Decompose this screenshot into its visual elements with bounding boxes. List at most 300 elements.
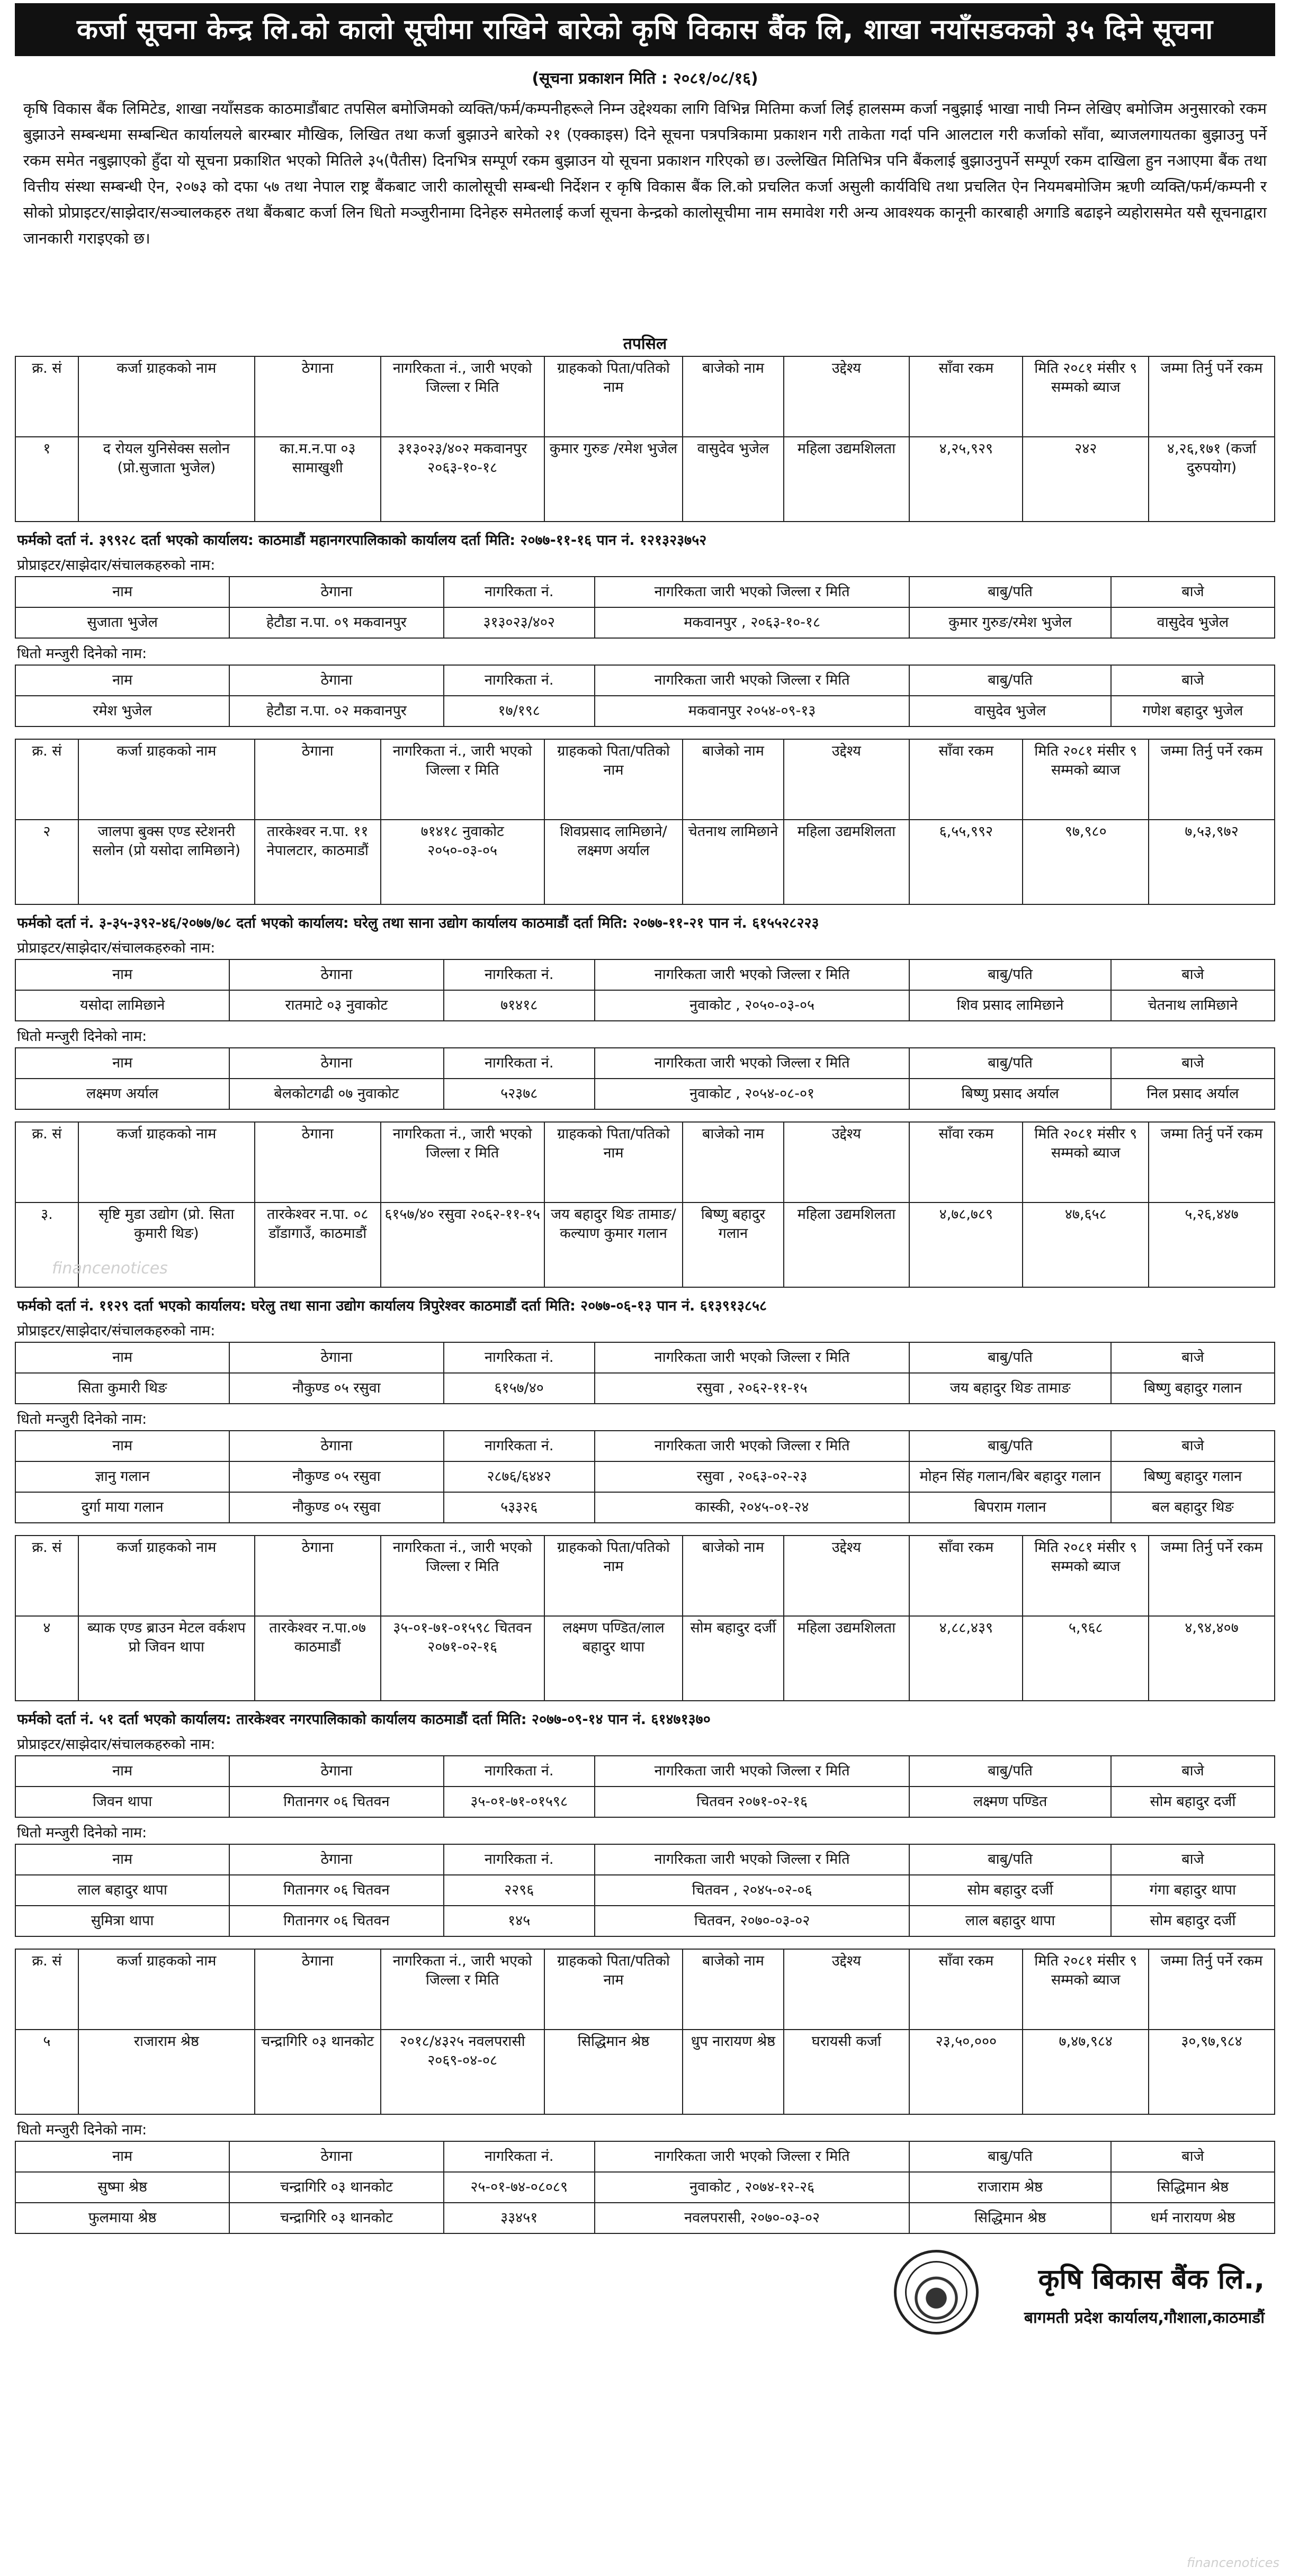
person-header-cell: बाबु/पति [909,665,1110,696]
loan-header-cell: कर्जा ग्राहकको नाम [78,739,255,820]
registration-label: दर्ता मिति: [472,1711,527,1728]
person-cell: सुमित्रा थापा [15,1906,229,1936]
loan-cell: ७१४१८ नुवाकोट २०५०-०३-०५ [381,820,544,904]
person-cell: जय बहादुर थिङ तामाङ [909,1373,1110,1404]
loan-header-cell: मिति २०८१ मंसीर ९ सम्मको ब्याज [1023,1949,1149,2030]
person-row [15,1787,1275,1817]
proprietor-label: प्रोप्राइटर/साझेदार/संचालकहरुको नाम: [17,1323,216,1339]
loan-cell: चन्द्रागिरि ०३ थानकोट [255,2030,381,2114]
person-cell: नुवाकोट , २०७४-१२-२६ [595,2172,910,2203]
footer [15,2243,1275,2360]
person-cell: सोम बहादुर दर्जी [909,1875,1110,1906]
person-table [15,1342,1275,1404]
loan-header-cell: क्र. सं [15,1949,78,2030]
loan-cell: महिला उद्यमशिलता [784,1202,910,1287]
person-cell: ५२३७८ [444,1079,595,1109]
loan-header-cell: साँवा रकम [909,1122,1023,1202]
loan-row [15,1616,1275,1701]
loan-cell: ३. [15,1202,78,1287]
registration-line [17,1709,1273,1728]
person-row [15,1492,1275,1523]
person-header-cell: बाजे [1111,1844,1275,1875]
person-cell: नौकुण्ड ०५ रसुवा [229,1373,443,1404]
person-table [15,1844,1275,1937]
person-header-cell: नागरिकता नं. [444,1431,595,1461]
person-header-cell: नागरिकता नं. [444,665,595,696]
registration-line [17,1295,1273,1315]
person-header-cell: नाम [15,1756,229,1787]
registration-value: ६१५५२८२२३ [752,915,819,931]
person-header-cell: नाम [15,2141,229,2172]
person-header-row [15,665,1275,696]
loan-header-cell: जम्मा तिर्नु पर्ने रकम [1149,356,1275,437]
person-table [15,2141,1275,2234]
person-cell: रातमाटे ०३ नुवाकोट [229,990,443,1021]
person-cell: नवलपरासी, २०७०-०३-०२ [595,2203,910,2233]
loan-header-cell: साँवा रकम [909,739,1023,820]
person-header-cell: बाबु/पति [909,1048,1110,1079]
loan-cell: महिला उद्यमशिलता [784,820,910,904]
person-cell: गणेश बहादुर भुजेल [1111,696,1275,726]
person-header-cell: नाम [15,1342,229,1373]
loan-header-cell: उद्देश्य [784,1949,910,2030]
person-cell: बल बहादुर थिङ [1111,1492,1275,1523]
loan-header-row [15,356,1275,437]
loan-cell: ६१५७/४० रसुवा २०६२-११-१५ [381,1202,544,1287]
loan-cell: २०१८/४३२५ नवलपरासी २०६९-०४-०८ [381,2030,544,2114]
publish-date: (सूचना प्रकाशन मिति : २०८१/०८/१६) [532,69,758,88]
person-cell: धर्म नारायण श्रेष्ठ [1111,2203,1275,2233]
loan-header-cell: मिति २०८१ मंसीर ९ सम्मको ब्याज [1023,739,1149,820]
person-header-row [15,2141,1275,2172]
registration-line [17,912,1273,932]
loan-table [15,739,1275,905]
loan-table [15,356,1275,522]
person-cell: रसुवा , २०६२-११-१५ [595,1373,910,1404]
person-cell: ज्ञानु गलान [15,1461,229,1492]
registration-line [17,529,1273,549]
loan-cell: ४,९४,४०७ [1149,1616,1275,1701]
person-header-cell: बाजे [1111,959,1275,990]
person-header-cell: ठेगाना [229,959,443,990]
loan-header-cell: बाजेको नाम [683,1949,783,2030]
section-gap [15,727,1275,739]
person-header-row [15,959,1275,990]
loan-header-cell: ठेगाना [255,356,381,437]
loan-cell: वासुदेव भुजेल [683,437,783,522]
loan-header-cell: कर्जा ग्राहकको नाम [78,1536,255,1616]
person-header-cell: बाबु/पति [909,577,1110,607]
person-header-cell: बाजे [1111,1048,1275,1079]
person-row [15,1875,1275,1906]
loan-header-cell: मिति २०८१ मंसीर ९ सम्मको ब्याज [1023,356,1149,437]
person-cell: गितानगर ०६ चितवन [229,1875,443,1906]
registration-value: तारकेश्वर नगरपालिकाको कार्यालय काठमाडौं [236,1711,468,1728]
registration-value: २०७७-११-२१ [632,915,704,931]
loan-cell: ५ [15,2030,78,2114]
loan-cell: ६,५५,९९२ [909,820,1023,904]
loan-list [15,356,1275,2234]
loan-cell: धुप नारायण श्रेष्ठ [683,2030,783,2114]
person-cell: कुमार गुरुङ/रमेश भुजेल [909,607,1110,638]
person-header-cell: नागरिकता नं. [444,577,595,607]
person-cell: कास्की, २०४५-०१-२४ [595,1492,910,1523]
person-header-cell: नागरिकता जारी भएको जिल्ला र मिति [595,665,910,696]
person-header-cell: नागरिकता नं. [444,1048,595,1079]
person-cell: ३३४५१ [444,2203,595,2233]
loan-row [15,437,1275,522]
person-cell: चितवन, २०७०-०३-०२ [595,1906,910,1936]
person-cell: मकवानपुर २०५४-०९-१३ [595,696,910,726]
person-header-cell: बाबु/पति [909,2141,1110,2172]
loan-cell: ४,८८,४३९ [909,1616,1023,1701]
section-gap [15,1110,1275,1121]
loan-header-cell: नागरिकता नं., जारी भएको जिल्ला र मिति [381,1949,544,2030]
registration-value: ५१ [98,1711,114,1728]
person-table [15,665,1275,727]
registration-label: पान नं. [608,1711,647,1728]
person-header-cell: बाजे [1111,1431,1275,1461]
person-row [15,1461,1275,1492]
loan-cell: ३५-०१-७१-०१५९८ चितवन २०७१-०२-१६ [381,1616,544,1701]
person-row [15,607,1275,638]
person-header-cell: नागरिकता जारी भएको जिल्ला र मिति [595,1844,910,1875]
person-header-cell: ठेगाना [229,665,443,696]
intro-paragraph: कृषि विकास बैंक लिमिटेड, शाखा नयाँसडक काठमाडौंबाट तपसिल बमोजिमको व्यक्ति/फर्म/कम्पनीहरूले निम्न उद्देश्यका लागि विभिन्न मितिमा कर्जा लिई हालसम्म कर्जा नबुझाई भाखा नाघी निम्न लेखिए बमोजिम अनुसारको रकम बुझाउने सम्बन्धमा सम्बन्धित कार्यालयले बारम्बार मौखिक, लिखित तथा कर्जा बुझाउने बारेको २१ (एक्काइस) दिने सूचना पत्रपत्रिकामा प्रकाशन गरी ताकेता गर्दा पनि आलटाल गरी कर्जाको साँवा, ब्याजलगायतका बुझाउनु पर्ने रकम समेत नबुझाएको हुँदा यो सूचना प्रकाशित भएको मितिले ३५(पैतीस) दिनभित्र सम्पूर्ण रकम बुझाउन यो सूचना प्रकाशन गरिएको छ। उल्लेखित मितिभित्र पनि बैंकलाई बुझाउनुपर्ने सम्पूर्ण रकम दाखिला हुन नआएमा बैंक तथा वित्तीय संस्था सम्बन्धी ऐन, २०७३ को दफा ५७ तथा नेपाल राष्ट्र बैंकबाट जारी कालोसूची सम्बन्धी निर्देशन र कृषि विकास बैंक लि.को प्रचलित कर्जा असुली कार्यविधि तथा प्रचलित ऐन नियमबमोजिम ऋणी व्यक्ति/फर्म/कम्पनी र सोको प्रोप्राइटर/साझेदार/सञ्चालकहरु तथा बैंकबाट कर्जा लिन धितो मञ्जुरीनामा दिनेहरु समेतलाई कर्जा सूचना केन्द्रको कालोसूचीमा नाम समावेश गरी अन्य आवश्यक कानूनी कारबाही अगाडि बढाइने व्यहोरासमेत यसै सूचनाद्वारा जानकारी गराइएको छ। [23,100,1267,247]
loan-header-cell: कर्जा ग्राहकको नाम [78,1122,255,1202]
loan-header-cell: जम्मा तिर्नु पर्ने रकम [1149,1949,1275,2030]
person-header-cell: बाजे [1111,1756,1275,1787]
bank-office: बागमती प्रदेश कार्यालय,गौशाला,काठमाडौं [1024,2309,1265,2327]
guarantor-label: धितो मन्जुरी दिनेको नाम: [17,1825,147,1841]
loan-cell: जय बहादुर थिङ तामाङ/कल्याण कुमार गलान [544,1202,683,1287]
loan-header-cell: ग्राहकको पिता/पतिको नाम [544,739,683,820]
loan-block [15,727,1275,1110]
person-header-row [15,1342,1275,1373]
person-cell: मकवानपुर , २०६३-१०-१८ [595,607,910,638]
person-header-cell: नागरिकता जारी भएको जिल्ला र मिति [595,2141,910,2172]
person-cell: बेलकोटगढी ०७ नुवाकोट [229,1079,443,1109]
person-header-cell: बाजे [1111,665,1275,696]
loan-cell: ४७,६५८ [1023,1202,1149,1287]
person-header-cell: नाम [15,577,229,607]
person-cell: राजाराम श्रेष्ठ [909,2172,1110,2203]
person-table [15,959,1275,1021]
loan-cell: ७,५३,९७२ [1149,820,1275,904]
loan-table [15,1949,1275,2115]
loan-block [15,1937,1275,2234]
person-cell: गंगा बहादुर थापा [1111,1875,1275,1906]
registration-value: ६१४७१३७० [651,1711,711,1728]
person-cell: बिष्णु प्रसाद अर्याल [909,1079,1110,1109]
person-header-cell: नाम [15,959,229,990]
person-header-cell: ठेगाना [229,1342,443,1373]
loan-cell: चेतनाथ लामिछाने [683,820,783,904]
loan-header-cell: ठेगाना [255,1949,381,2030]
loan-header-row [15,739,1275,820]
person-cell: बिष्णु बहादुर गलान [1111,1373,1275,1404]
person-cell: लाल बहादुर थापा [15,1875,229,1906]
loan-header-cell: ठेगाना [255,1536,381,1616]
person-header-cell: बाजे [1111,2141,1275,2172]
section-gap [15,1937,1275,1949]
loan-cell: घरायसी कर्जा [784,2030,910,2114]
person-cell: चन्द्रागिरि ०३ थानकोट [229,2172,443,2203]
loan-header-cell: नागरिकता नं., जारी भएको जिल्ला र मिति [381,356,544,437]
person-cell: नुवाकोट , २०५४-०८-०१ [595,1079,910,1109]
person-header-cell: ठेगाना [229,1756,443,1787]
loan-cell: द रोयल युनिसेक्स सलोन (प्रो.सुजाता भुजेल) [78,437,255,522]
loan-row [15,820,1275,904]
notice-page [15,0,1275,2360]
loan-table [15,1121,1275,1288]
loan-table [15,1535,1275,1701]
person-cell: सिता कुमारी थिङ [15,1373,229,1404]
loan-cell: ४,७८,७८९ [909,1202,1023,1287]
loan-header-cell: साँवा रकम [909,1536,1023,1616]
loan-cell: ४ [15,1616,78,1701]
registration-value: २०७७-०९-१४ [531,1711,603,1728]
loan-cell: शिवप्रसाद लामिछाने/ लक्ष्मण अर्याल [544,820,683,904]
loan-cell: १ [15,437,78,522]
loan-cell: ७,४७,९८४ [1023,2030,1149,2114]
person-header-cell: बाजे [1111,577,1275,607]
registration-value: घरेलु तथा साना उद्योग कार्यालय त्रिपुरेश्वर काठमाडौं [251,1298,516,1314]
registration-value: घरेलु तथा साना उद्योग कार्यालय काठमाडौं [353,915,569,931]
person-header-row [15,1844,1275,1875]
person-cell: सिद्धिमान श्रेष्ठ [1111,2172,1275,2203]
loan-header-cell: मिति २०८१ मंसीर ९ सम्मको ब्याज [1023,1122,1149,1202]
person-header-cell: नागरिकता जारी भएको जिल्ला र मिति [595,577,910,607]
person-cell: रसुवा , २०६३-०२-२३ [595,1461,910,1492]
person-cell: ७१४१८ [444,990,595,1021]
loan-header-cell: मिति २०८१ मंसीर ९ सम्मको ब्याज [1023,1536,1149,1616]
guarantor-label: धितो मन्जुरी दिनेको नाम: [17,645,147,662]
loan-header-cell: साँवा रकम [909,356,1023,437]
loan-cell: ५,२६,४४७ [1149,1202,1275,1287]
loan-cell: तारकेश्वर न.पा.०७ काठमाडौं [255,1616,381,1701]
person-table [15,576,1275,639]
loan-cell: का.म.न.पा ०३ सामाखुशी [255,437,381,522]
person-cell: निल प्रसाद अर्याल [1111,1079,1275,1109]
person-cell: दुर्गा माया गलान [15,1492,229,1523]
loan-header-cell: कर्जा ग्राहकको नाम [78,1949,255,2030]
person-cell: गितानगर ०६ चितवन [229,1787,443,1817]
loan-cell: सृष्टि मुडा उद्योग (प्रो. सिता कुमारी थिङ) [78,1202,255,1287]
person-cell: १४५ [444,1906,595,1936]
registration-label: फर्मको दर्ता नं. [17,1298,94,1314]
loan-header-cell: ग्राहकको पिता/पतिको नाम [544,1949,683,2030]
person-header-cell: ठेगाना [229,1844,443,1875]
loan-header-cell: बाजेको नाम [683,1122,783,1202]
loan-header-cell: ग्राहकको पिता/पतिको नाम [544,356,683,437]
person-header-row [15,577,1275,607]
person-cell: सुष्मा श्रेष्ठ [15,2172,229,2203]
registration-value: ३-३५-३९२-४६/२०७७/७८ [98,915,231,931]
loan-header-cell: बाजेको नाम [683,356,783,437]
person-row [15,2203,1275,2233]
registration-value: काठमाडौं महानगरपालिकाको कार्यालय [258,532,456,549]
person-cell: जिवन थापा [15,1787,229,1817]
loan-cell: ४,२५,९२९ [909,437,1023,522]
loan-cell: सोम बहादुर दर्जी [683,1616,783,1701]
loan-header-cell: जम्मा तिर्नु पर्ने रकम [1149,1536,1275,1616]
loan-cell: २४२ [1023,437,1149,522]
person-cell: बिपराम गलान [909,1492,1110,1523]
loan-header-cell: उद्देश्य [784,1536,910,1616]
loan-cell: राजाराम श्रेष्ठ [78,2030,255,2114]
registration-value: २०७७-०६-१३ [580,1298,652,1314]
loan-cell: जालपा बुक्स एण्ड स्टेशनरी सलोन (प्रो यसोदा लामिछाने) [78,820,255,904]
loan-cell: लक्ष्मण पण्डित/लाल बहादुर थापा [544,1616,683,1701]
loan-header-cell: उद्देश्य [784,1122,910,1202]
loan-cell: ३१३०२३/४०२ मकवानपुर २०६३-१०-१८ [381,437,544,522]
person-cell: २८७६/६४४२ [444,1461,595,1492]
person-header-cell: नाम [15,665,229,696]
watermark-footer: financenotices [1186,2555,1279,2570]
loan-header-cell: जम्मा तिर्नु पर्ने रकम [1149,739,1275,820]
registration-label: पान नं. [657,1298,695,1314]
person-cell: फुलमाया श्रेष्ठ [15,2203,229,2233]
loan-header-cell: ग्राहकको पिता/पतिको नाम [544,1122,683,1202]
loan-cell: ५,९६८ [1023,1616,1149,1701]
person-row [15,2172,1275,2203]
loan-header-row [15,1122,1275,1202]
person-cell: शिव प्रसाद लामिछाने [909,990,1110,1021]
loan-cell: ३०,९७,९८४ [1149,2030,1275,2114]
person-header-cell: बाबु/पति [909,1844,1110,1875]
person-header-row [15,1431,1275,1461]
loan-cell: ४,२६,१७१ (कर्जा दुरुपयोग) [1149,437,1275,522]
loan-header-row [15,1536,1275,1616]
loan-cell: ब्याक एण्ड ब्राउन मेटल वर्कशप प्रो जिवन थापा [78,1616,255,1701]
loan-header-cell: नागरिकता नं., जारी भएको जिल्ला र मिति [381,739,544,820]
loan-header-cell: नागरिकता नं., जारी भएको जिल्ला र मिति [381,1536,544,1616]
person-header-cell: नागरिकता जारी भएको जिल्ला र मिति [595,1342,910,1373]
person-header-cell: नागरिकता नं. [444,1756,595,1787]
registration-label: दर्ता भएको कार्यालय: [119,1711,231,1728]
person-cell: लक्ष्मण अर्याल [15,1079,229,1109]
person-cell: नौकुण्ड ०५ रसुवा [229,1492,443,1523]
person-header-cell: ठेगाना [229,1431,443,1461]
person-cell: ३५-०१-७१-०१५९८ [444,1787,595,1817]
person-cell: ५३३२६ [444,1492,595,1523]
loan-header-cell: कर्जा ग्राहकको नाम [78,356,255,437]
loan-cell: तारकेश्वर न.पा. ०८ डाँडागाउँ, काठमाडौं [255,1202,381,1287]
person-header-row [15,1048,1275,1079]
loan-header-cell: साँवा रकम [909,1949,1023,2030]
registration-value: ११२९ [98,1298,129,1314]
loan-cell: २ [15,820,78,904]
person-cell: चितवन , २०४५-०२-०६ [595,1875,910,1906]
loan-header-cell: नागरिकता नं., जारी भएको जिल्ला र मिति [381,1122,544,1202]
registration-label: फर्मको दर्ता नं. [17,532,94,549]
person-header-cell: नाम [15,1431,229,1461]
registration-label: पान नं. [596,532,635,549]
registration-value: २०७७-११-१६ [520,532,592,549]
loan-block [15,356,1275,727]
person-cell: १७/१९८ [444,696,595,726]
person-cell: यसोदा लामिछाने [15,990,229,1021]
person-cell: चन्द्रागिरि ०३ थानकोट [229,2203,443,2233]
watermark: financenotices [52,1259,168,1278]
person-cell: सिद्धिमान श्रेष्ठ [909,2203,1110,2233]
person-header-cell: बाजे [1111,1342,1275,1373]
loan-header-cell: जम्मा तिर्नु पर्ने रकम [1149,1122,1275,1202]
person-cell: हेटौडा न.पा. ०९ मकवानपुर [229,607,443,638]
person-cell: ३१३०२३/४०२ [444,607,595,638]
registration-label: दर्ता भएको कार्यालय: [236,915,349,931]
person-cell: रमेश भुजेल [15,696,229,726]
person-header-cell: बाबु/पति [909,1756,1110,1787]
loan-row [15,2030,1275,2114]
person-header-cell: बाबु/पति [909,1431,1110,1461]
person-header-cell: नागरिकता जारी भएको जिल्ला र मिति [595,1756,910,1787]
loan-header-cell: बाजेको नाम [683,739,783,820]
registration-label: दर्ता मिति: [461,532,515,549]
loan-header-cell: ग्राहकको पिता/पतिको नाम [544,1536,683,1616]
loan-row [15,1202,1275,1287]
guarantor-label: धितो मन्जुरी दिनेको नाम: [17,1411,147,1428]
loan-cell: बिष्णु बहादुर गलान [683,1202,783,1287]
person-row [15,990,1275,1021]
registration-label: फर्मको दर्ता नं. [17,915,94,931]
person-header-cell: ठेगाना [229,1048,443,1079]
proprietor-label: प्रोप्राइटर/साझेदार/संचालकहरुको नाम: [17,557,216,573]
loan-header-cell: उद्देश्य [784,356,910,437]
person-row [15,1079,1275,1109]
person-cell: वासुदेव भुजेल [1111,607,1275,638]
person-row [15,1373,1275,1404]
notice-title: कर्जा सूचना केन्द्र लि.को कालो सूचीमा राखिने बारेको कृषि विकास बैंक लि, शाखा नयाँसडकको ३५ दिने सूचना [15,3,1275,56]
registration-label: पान नं. [709,915,747,931]
section-gap [15,1523,1275,1535]
loan-header-cell: क्र. सं [15,1536,78,1616]
person-header-cell: नागरिकता नं. [444,959,595,990]
guarantor-label: धितो मन्जुरी दिनेको नाम: [17,2122,147,2138]
bank-seal-icon [894,2250,979,2335]
loan-header-cell: क्र. सं [15,739,78,820]
loan-cell: तारकेश्वर न.पा. ११ नेपालटार, काठमाडौं [255,820,381,904]
person-cell: मोहन सिंह गलान/बिर बहादुर गलान [909,1461,1110,1492]
proprietor-label: प्रोप्राइटर/साझेदार/संचालकहरुको नाम: [17,940,216,956]
proprietor-label: प्रोप्राइटर/साझेदार/संचालकहरुको नाम: [17,1736,216,1753]
person-cell: लक्ष्मण पण्डित [909,1787,1110,1817]
loan-cell: महिला उद्यमशिलता [784,437,910,522]
loan-cell: महिला उद्यमशिलता [784,1616,910,1701]
person-header-cell: नागरिकता जारी भएको जिल्ला र मिति [595,959,910,990]
registration-label: दर्ता मिति: [573,915,628,931]
loan-header-row [15,1949,1275,2030]
person-cell: ६१५७/४० [444,1373,595,1404]
registration-value: ६१३९१३८५८ [700,1298,767,1314]
bank-name: कृषि बिकास बैंक लि., [1038,2264,1265,2295]
person-header-cell: ठेगाना [229,577,443,607]
registration-label: फर्मको दर्ता नं. [17,1711,94,1728]
person-header-cell: नागरिकता नं. [444,1342,595,1373]
person-row [15,696,1275,726]
loan-cell: ९७,९८० [1023,820,1149,904]
loan-block [15,1523,1275,1937]
loan-header-cell: उद्देश्य [784,739,910,820]
registration-value: ३९९२८ [98,532,137,549]
loan-cell: २३,५०,००० [909,2030,1023,2114]
person-header-cell: नागरिकता जारी भएको जिल्ला र मिति [595,1431,910,1461]
person-header-cell: बाबु/पति [909,959,1110,990]
person-table [15,1430,1275,1523]
person-cell: २२९६ [444,1875,595,1906]
person-table [15,1755,1275,1818]
